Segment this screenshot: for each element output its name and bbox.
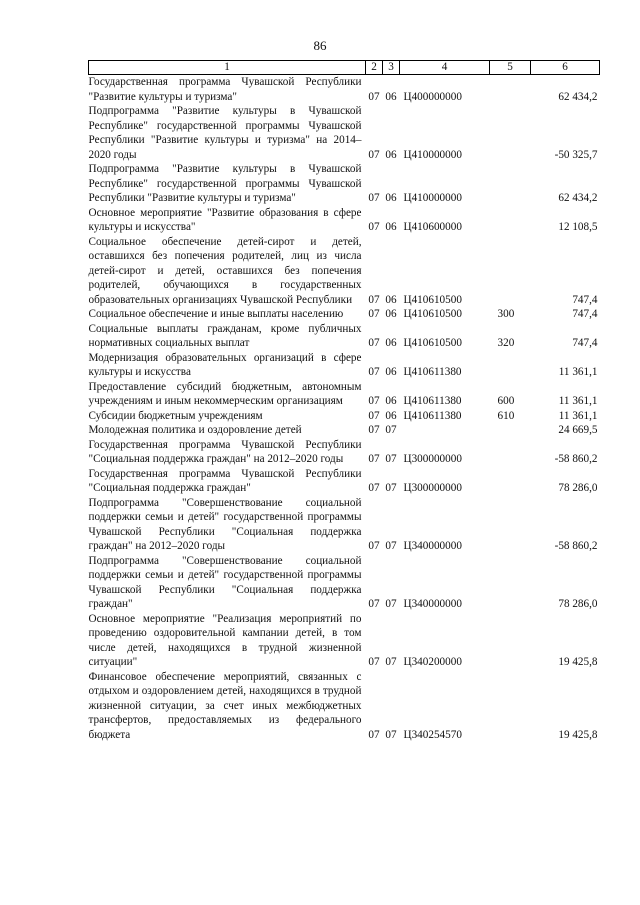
row-target-code	[400, 423, 490, 438]
row-amount: 747,4	[572, 308, 598, 320]
table-row	[89, 307, 600, 322]
row-target-code: Ц410611380	[403, 395, 462, 407]
row-name: Социальное обеспечение и иные выплаты населению	[88, 308, 344, 320]
row-section: 07	[368, 540, 380, 552]
row-name: Государственная программа Чувашской Республики "Развитие культуры и туризма"	[88, 76, 362, 103]
row-section: 07	[368, 728, 380, 741]
row-name: Государственная программа Чувашской Республики "Социальная поддержка граждан" на 2012–2020 годы	[88, 438, 362, 465]
row-target-code: Ц300000000	[403, 453, 462, 465]
row-section: 07	[368, 148, 380, 161]
row-subsection: 06	[385, 293, 397, 306]
header-row	[89, 61, 600, 75]
row-section: 07	[368, 366, 380, 378]
row-expense-type	[490, 554, 531, 612]
row-name: Подпрограмма "Развитие культуры в Чувашской Республике" государственной программы Чувашской Республики "Развитие культуры и туризма" на 2014–2020 годы	[88, 105, 362, 161]
row-amount: 11 361,1	[558, 409, 598, 422]
row-amount: 747,4	[572, 293, 598, 306]
row-expense-type: 320	[497, 337, 515, 349]
row-amount: 19 425,8	[558, 656, 598, 668]
table-row	[89, 322, 600, 351]
row-target-code: Ц400000000	[403, 90, 462, 103]
row-amount: 62 434,2	[558, 192, 598, 204]
row-expense-type	[490, 75, 531, 105]
table-row	[89, 351, 600, 380]
row-amount: 11 361,1	[558, 395, 598, 407]
table-body	[89, 75, 600, 743]
header-col-3: 3	[383, 61, 400, 75]
row-amount: 19 425,8	[558, 728, 598, 741]
header-col-6: 6	[531, 61, 600, 75]
row-section: 07	[368, 90, 380, 103]
row-expense-type	[490, 438, 531, 467]
row-expense-type	[490, 351, 531, 380]
header-col-1: 1	[89, 61, 366, 75]
row-expense-type	[490, 467, 531, 496]
table-row	[89, 380, 600, 409]
row-expense-type	[490, 104, 531, 162]
row-expense-type: 600	[497, 395, 515, 407]
table-row	[89, 496, 600, 554]
row-expense-type	[490, 235, 531, 308]
table-row	[89, 162, 600, 206]
row-target-code: Ц410610500	[403, 337, 462, 349]
row-expense-type: 300	[497, 308, 515, 320]
row-subsection: 07	[385, 424, 397, 436]
row-subsection: 06	[385, 366, 397, 378]
table-row	[89, 235, 600, 308]
page-number: 86	[313, 38, 327, 53]
table-row	[89, 206, 600, 235]
row-subsection: 07	[385, 482, 397, 494]
row-amount: 11 361,1	[558, 366, 598, 378]
row-subsection: 06	[385, 192, 397, 204]
row-expense-type	[490, 612, 531, 670]
row-amount: -58 860,2	[554, 453, 598, 465]
header-col-2: 2	[366, 61, 383, 75]
row-subsection: 06	[385, 90, 397, 103]
row-name: Модернизация образовательных организаций в сфере культуры и искусства	[88, 351, 362, 378]
row-subsection: 07	[385, 656, 397, 668]
row-section: 07	[368, 395, 380, 407]
row-section: 07	[368, 453, 380, 465]
row-subsection: 07	[385, 453, 397, 465]
row-expense-type	[490, 206, 531, 235]
row-name: Подпрограмма "Совершенствование социальной поддержки семьи и детей" государственной программы Чувашской Республики "Социальная поддержка граждан" на 2012–2020 годы	[88, 496, 362, 552]
row-name: Предоставление субсидий бюджетным, автономным учреждениям и иным некоммерческим организациям	[88, 380, 362, 407]
row-target-code: Ц340200000	[403, 656, 462, 668]
table-row	[89, 104, 600, 162]
row-amount: 747,4	[572, 337, 598, 349]
row-subsection: 06	[385, 221, 397, 233]
row-expense-type	[490, 423, 531, 438]
row-subsection: 06	[385, 395, 397, 407]
row-subsection: 06	[385, 409, 397, 422]
row-section: 07	[368, 656, 380, 668]
row-section: 07	[368, 192, 380, 204]
table-row	[89, 75, 600, 105]
table-row	[89, 423, 600, 438]
row-section: 07	[368, 409, 380, 422]
row-subsection: 06	[385, 308, 397, 320]
row-target-code: Ц410000000	[403, 192, 462, 204]
row-amount: -50 325,7	[554, 148, 598, 161]
row-expense-type: 610	[497, 409, 515, 422]
row-target-code: Ц410611380	[403, 409, 462, 422]
row-section: 07	[368, 293, 380, 306]
row-subsection: 07	[385, 598, 397, 610]
row-name: Социальное обеспечение детей-сирот и детей, оставшихся без попечения родителей, лиц из числа детей-сирот и детей, оставшихся без попечения родителей, обучающихся в государственных образовательных организациях Чувашской Республики	[88, 235, 362, 306]
row-target-code: Ц410611380	[403, 366, 462, 378]
row-name: Субсидии бюджетным учреждениям	[88, 409, 263, 422]
table-row	[89, 467, 600, 496]
row-name: Молодежная политика и оздоровление детей	[88, 424, 302, 436]
table-row	[89, 409, 600, 424]
row-target-code: Ц410600000	[403, 221, 462, 233]
row-subsection: 07	[385, 540, 397, 552]
row-target-code: Ц410000000	[403, 148, 462, 161]
header-col-4: 4	[400, 61, 490, 75]
row-section: 07	[368, 221, 380, 233]
row-name: Подпрограмма "Совершенствование социальной поддержки семьи и детей" государственной программы Чувашской Республики "Социальная поддержка граждан"	[88, 554, 362, 610]
row-expense-type	[490, 496, 531, 554]
row-target-code: Ц300000000	[403, 482, 462, 494]
budget-table	[88, 60, 600, 742]
row-expense-type	[490, 670, 531, 743]
row-section: 07	[368, 337, 380, 349]
row-section: 07	[368, 424, 380, 436]
row-name: Финансовое обеспечение мероприятий, связанных с отдыхом и оздоровлением детей, находящихся в трудной жизненной ситуации, за счет иных межбюджетных трансфертов, предоставляемых из федерального бюджета	[88, 670, 362, 741]
row-subsection: 06	[385, 148, 397, 161]
row-subsection: 06	[385, 337, 397, 349]
row-amount: -58 860,2	[554, 540, 598, 552]
table-row	[89, 612, 600, 670]
row-section: 07	[368, 598, 380, 610]
row-subsection: 07	[385, 728, 397, 741]
row-amount: 78 286,0	[558, 598, 598, 610]
header-col-5: 5	[490, 61, 531, 75]
row-amount: 78 286,0	[558, 482, 598, 494]
row-target-code: Ц410610500	[403, 293, 462, 306]
row-expense-type	[490, 162, 531, 206]
row-target-code: Ц410610500	[403, 308, 462, 320]
row-amount: 62 434,2	[558, 90, 598, 103]
row-target-code: Ц340000000	[403, 540, 462, 552]
row-target-code: Ц340254570	[403, 728, 462, 741]
row-section: 07	[368, 482, 380, 494]
row-name: Государственная программа Чувашской Республики "Социальная поддержка граждан"	[88, 467, 362, 494]
table-row	[89, 438, 600, 467]
row-name: Основное мероприятие "Реализация мероприятий по проведению оздоровительной кампании детей, в том числе детей, находящихся в трудной жизненной ситуации"	[88, 612, 362, 668]
row-target-code: Ц340000000	[403, 598, 462, 610]
row-amount: 24 669,5	[558, 424, 598, 436]
row-name: Основное мероприятие "Развитие образования в сфере культуры и искусства"	[88, 206, 362, 233]
row-name: Подпрограмма "Развитие культуры в Чувашской Республике" государственной программы Чувашской Республики "Развитие культуры и туризма"	[88, 163, 362, 204]
table-row	[89, 554, 600, 612]
row-amount: 12 108,5	[558, 221, 598, 233]
row-section: 07	[368, 308, 380, 320]
row-name: Социальные выплаты гражданам, кроме публичных нормативных социальных выплат	[88, 322, 362, 349]
table-row	[89, 670, 600, 743]
